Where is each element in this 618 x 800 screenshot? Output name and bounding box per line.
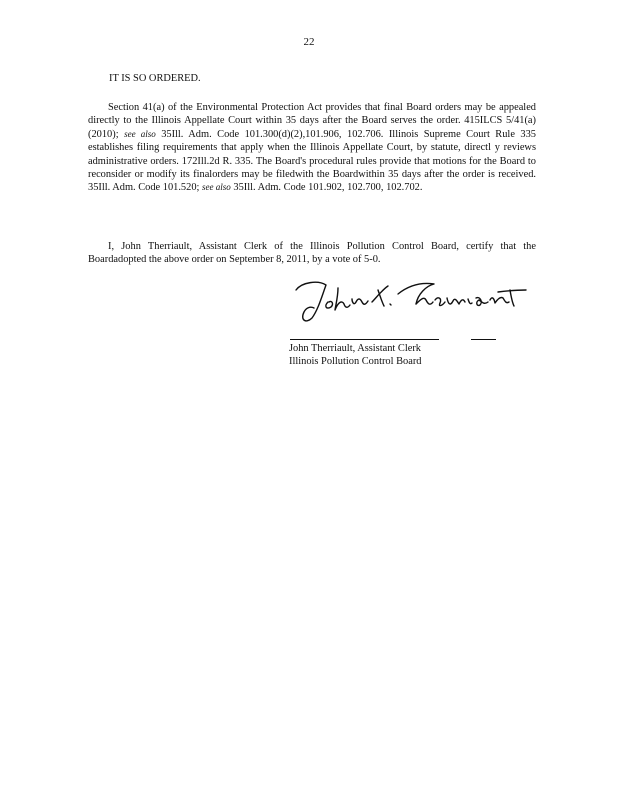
- paragraph-text: 35Ill. Adm. Code 101.300(d)(2),101.906, 102.706. Illinois Supreme Court Rule 335 establishes filing requirements that apply when the Illinois Appellate Court, by statute, directl y reviews administrative orders. 172Ill.2d R. 335. The Board's procedural rules provide that motions for the Board to reconsider or modify its finalorders may be filedwith the Boardwithin 35 days after the order is received. 35Ill. Adm. Code 101.520;: [88, 128, 536, 194]
- signer-organization: Illinois Pollution Control Board: [289, 356, 422, 368]
- signature-line: [290, 339, 439, 340]
- paragraph-text: 35Ill. Adm. Code 101.902, 102.700, 102.702.: [233, 182, 423, 194]
- ordered-statement: IT IS SO ORDERED.: [109, 73, 201, 84]
- signature-line-extension: [471, 339, 496, 340]
- paragraph-text: Section 41(a) of the Environmental Protection Act provides that final Board orders may be appealed directly to the Illinois Appellate Court within 35 days after the Board serves the order. 415ILCS 5/41(a) (2010);: [88, 102, 536, 140]
- appeal-rights-paragraph: [88, 101, 536, 195]
- page-number: 22: [303, 36, 315, 48]
- see-also-citation: see also: [124, 128, 156, 139]
- handwritten-signature: [292, 276, 528, 328]
- see-also-citation: see also: [202, 182, 231, 193]
- signer-block: [289, 342, 422, 369]
- certification-paragraph: I, John Therriault, Assistant Clerk of the Illinois Pollution Control Board, certify that the Boardadopted the above order on September 8, 2011, by a vote of 5-0.: [88, 241, 536, 266]
- signer-name-title: John Therriault, Assistant Clerk: [289, 343, 421, 354]
